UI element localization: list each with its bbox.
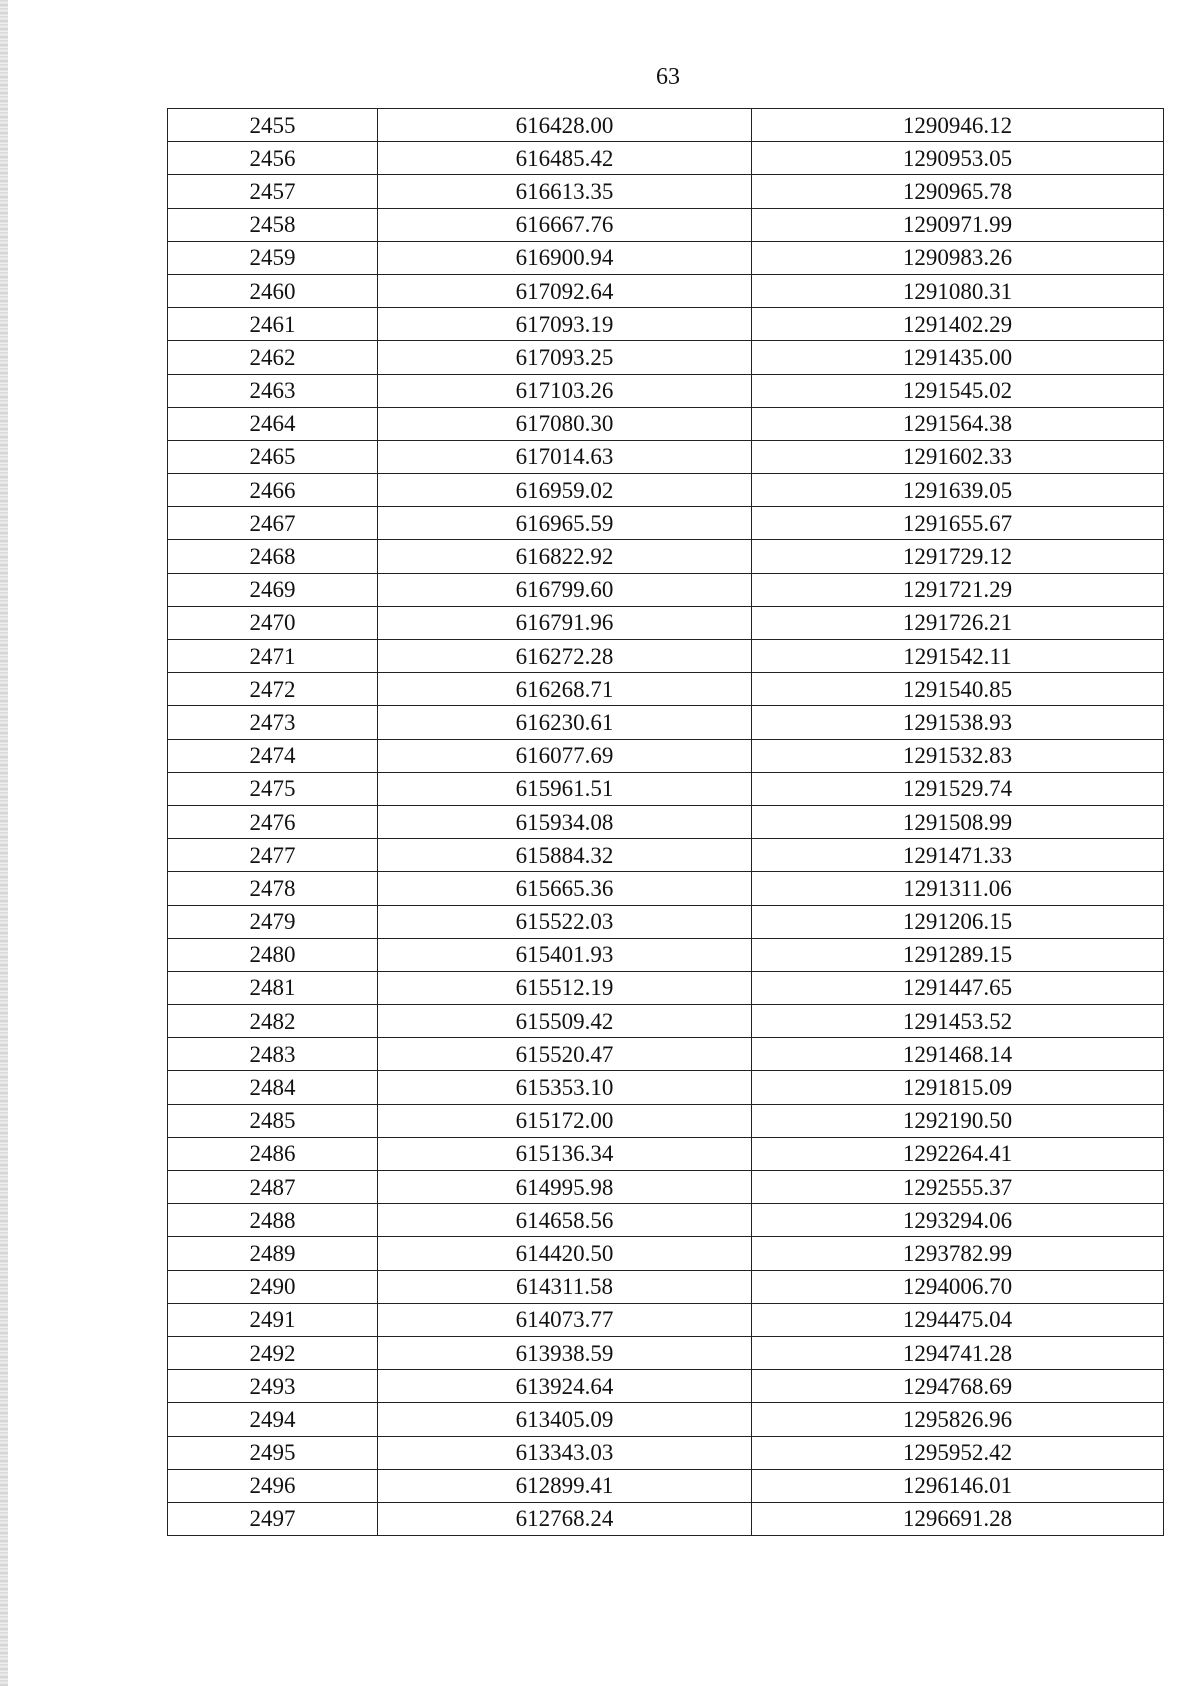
point-number-cell: 2482 [168, 1005, 378, 1038]
point-number-cell: 2487 [168, 1171, 378, 1204]
table-row [168, 905, 1164, 938]
table-row [168, 971, 1164, 1004]
x-coordinate-cell: 616959.02 [378, 474, 752, 507]
table-row [168, 142, 1164, 175]
y-coordinate-cell: 1291639.05 [752, 474, 1164, 507]
table-row [168, 805, 1164, 838]
point-number-cell: 2469 [168, 573, 378, 606]
table-row [168, 1204, 1164, 1237]
point-number-cell: 2493 [168, 1370, 378, 1403]
y-coordinate-cell: 1291729.12 [752, 540, 1164, 573]
table-row [168, 507, 1164, 540]
point-number-cell: 2489 [168, 1237, 378, 1270]
point-number-cell: 2476 [168, 805, 378, 838]
x-coordinate-cell: 617014.63 [378, 440, 752, 473]
coordinates-table-body [168, 109, 1164, 1536]
y-coordinate-cell: 1291311.06 [752, 872, 1164, 905]
point-number-cell: 2463 [168, 374, 378, 407]
table-row [168, 1171, 1164, 1204]
point-number-cell: 2484 [168, 1071, 378, 1104]
y-coordinate-cell: 1291815.09 [752, 1071, 1164, 1104]
y-coordinate-cell: 1291655.67 [752, 507, 1164, 540]
table-row [168, 374, 1164, 407]
x-coordinate-cell: 615401.93 [378, 938, 752, 971]
y-coordinate-cell: 1290965.78 [752, 175, 1164, 208]
y-coordinate-cell: 1292264.41 [752, 1137, 1164, 1170]
table-row [168, 1303, 1164, 1336]
point-number-cell: 2462 [168, 341, 378, 374]
x-coordinate-cell: 615512.19 [378, 971, 752, 1004]
page-number: 63 [656, 64, 680, 90]
y-coordinate-cell: 1293782.99 [752, 1237, 1164, 1270]
point-number-cell: 2483 [168, 1038, 378, 1071]
point-number-cell: 2464 [168, 407, 378, 440]
point-number-cell: 2455 [168, 109, 378, 142]
y-coordinate-cell: 1291289.15 [752, 938, 1164, 971]
y-coordinate-cell: 1291602.33 [752, 440, 1164, 473]
x-coordinate-cell: 616272.28 [378, 640, 752, 673]
table-row [168, 839, 1164, 872]
table-row [168, 241, 1164, 274]
x-coordinate-cell: 616667.76 [378, 208, 752, 241]
point-number-cell: 2457 [168, 175, 378, 208]
table-row [168, 1336, 1164, 1369]
x-coordinate-cell: 616268.71 [378, 673, 752, 706]
y-coordinate-cell: 1291545.02 [752, 374, 1164, 407]
table-row [168, 1137, 1164, 1170]
table-row [168, 1502, 1164, 1535]
y-coordinate-cell: 1291540.85 [752, 673, 1164, 706]
x-coordinate-cell: 615509.42 [378, 1005, 752, 1038]
table-row [168, 673, 1164, 706]
y-coordinate-cell: 1294475.04 [752, 1303, 1164, 1336]
point-number-cell: 2480 [168, 938, 378, 971]
table-row [168, 109, 1164, 142]
table-row [168, 540, 1164, 573]
y-coordinate-cell: 1291529.74 [752, 772, 1164, 805]
x-coordinate-cell: 614311.58 [378, 1270, 752, 1303]
point-number-cell: 2494 [168, 1403, 378, 1436]
table-row [168, 1104, 1164, 1137]
table-row [168, 1370, 1164, 1403]
point-number-cell: 2456 [168, 142, 378, 175]
table-row [168, 938, 1164, 971]
point-number-cell: 2481 [168, 971, 378, 1004]
point-number-cell: 2471 [168, 640, 378, 673]
y-coordinate-cell: 1295826.96 [752, 1403, 1164, 1436]
table-row [168, 706, 1164, 739]
y-coordinate-cell: 1294006.70 [752, 1270, 1164, 1303]
y-coordinate-cell: 1290971.99 [752, 208, 1164, 241]
x-coordinate-cell: 616965.59 [378, 507, 752, 540]
table-row [168, 739, 1164, 772]
point-number-cell: 2477 [168, 839, 378, 872]
x-coordinate-cell: 616799.60 [378, 573, 752, 606]
point-number-cell: 2490 [168, 1270, 378, 1303]
table-row [168, 872, 1164, 905]
point-number-cell: 2458 [168, 208, 378, 241]
table-row [168, 341, 1164, 374]
table-row [168, 274, 1164, 307]
point-number-cell: 2492 [168, 1336, 378, 1369]
point-number-cell: 2468 [168, 540, 378, 573]
x-coordinate-cell: 613938.59 [378, 1336, 752, 1369]
table-row [168, 175, 1164, 208]
x-coordinate-cell: 617103.26 [378, 374, 752, 407]
coordinates-table [167, 108, 1164, 1536]
point-number-cell: 2497 [168, 1502, 378, 1535]
point-number-cell: 2491 [168, 1303, 378, 1336]
y-coordinate-cell: 1291564.38 [752, 407, 1164, 440]
table-row [168, 1270, 1164, 1303]
y-coordinate-cell: 1291402.29 [752, 308, 1164, 341]
y-coordinate-cell: 1291080.31 [752, 274, 1164, 307]
x-coordinate-cell: 614995.98 [378, 1171, 752, 1204]
table-row [168, 772, 1164, 805]
x-coordinate-cell: 616230.61 [378, 706, 752, 739]
point-number-cell: 2460 [168, 274, 378, 307]
x-coordinate-cell: 617092.64 [378, 274, 752, 307]
x-coordinate-cell: 615520.47 [378, 1038, 752, 1071]
y-coordinate-cell: 1296691.28 [752, 1502, 1164, 1535]
y-coordinate-cell: 1291206.15 [752, 905, 1164, 938]
y-coordinate-cell: 1295952.42 [752, 1436, 1164, 1469]
x-coordinate-cell: 614073.77 [378, 1303, 752, 1336]
point-number-cell: 2474 [168, 739, 378, 772]
x-coordinate-cell: 615353.10 [378, 1071, 752, 1104]
x-coordinate-cell: 616791.96 [378, 606, 752, 639]
point-number-cell: 2495 [168, 1436, 378, 1469]
x-coordinate-cell: 615665.36 [378, 872, 752, 905]
x-coordinate-cell: 616077.69 [378, 739, 752, 772]
x-coordinate-cell: 614658.56 [378, 1204, 752, 1237]
scan-edge [0, 0, 8, 1686]
x-coordinate-cell: 617080.30 [378, 407, 752, 440]
table-row [168, 640, 1164, 673]
point-number-cell: 2465 [168, 440, 378, 473]
y-coordinate-cell: 1291435.00 [752, 341, 1164, 374]
x-coordinate-cell: 612899.41 [378, 1469, 752, 1502]
y-coordinate-cell: 1293294.06 [752, 1204, 1164, 1237]
point-number-cell: 2472 [168, 673, 378, 706]
y-coordinate-cell: 1291538.93 [752, 706, 1164, 739]
x-coordinate-cell: 616613.35 [378, 175, 752, 208]
point-number-cell: 2488 [168, 1204, 378, 1237]
table-row [168, 308, 1164, 341]
y-coordinate-cell: 1291721.29 [752, 573, 1164, 606]
y-coordinate-cell: 1291508.99 [752, 805, 1164, 838]
x-coordinate-cell: 613924.64 [378, 1370, 752, 1403]
y-coordinate-cell: 1291471.33 [752, 839, 1164, 872]
table-row [168, 208, 1164, 241]
point-number-cell: 2479 [168, 905, 378, 938]
point-number-cell: 2485 [168, 1104, 378, 1137]
x-coordinate-cell: 613343.03 [378, 1436, 752, 1469]
table-row [168, 1436, 1164, 1469]
y-coordinate-cell: 1291726.21 [752, 606, 1164, 639]
x-coordinate-cell: 615172.00 [378, 1104, 752, 1137]
table-row [168, 440, 1164, 473]
x-coordinate-cell: 615136.34 [378, 1137, 752, 1170]
x-coordinate-cell: 615961.51 [378, 772, 752, 805]
x-coordinate-cell: 615522.03 [378, 905, 752, 938]
x-coordinate-cell: 613405.09 [378, 1403, 752, 1436]
point-number-cell: 2467 [168, 507, 378, 540]
point-number-cell: 2466 [168, 474, 378, 507]
x-coordinate-cell: 617093.19 [378, 308, 752, 341]
point-number-cell: 2478 [168, 872, 378, 905]
point-number-cell: 2473 [168, 706, 378, 739]
table-row [168, 407, 1164, 440]
table-row [168, 1403, 1164, 1436]
y-coordinate-cell: 1291447.65 [752, 971, 1164, 1004]
point-number-cell: 2496 [168, 1469, 378, 1502]
y-coordinate-cell: 1291532.83 [752, 739, 1164, 772]
y-coordinate-cell: 1290953.05 [752, 142, 1164, 175]
x-coordinate-cell: 617093.25 [378, 341, 752, 374]
point-number-cell: 2459 [168, 241, 378, 274]
y-coordinate-cell: 1290983.26 [752, 241, 1164, 274]
y-coordinate-cell: 1291468.14 [752, 1038, 1164, 1071]
y-coordinate-cell: 1296146.01 [752, 1469, 1164, 1502]
x-coordinate-cell: 616900.94 [378, 241, 752, 274]
x-coordinate-cell: 615934.08 [378, 805, 752, 838]
x-coordinate-cell: 616428.00 [378, 109, 752, 142]
y-coordinate-cell: 1291542.11 [752, 640, 1164, 673]
table-row [168, 606, 1164, 639]
x-coordinate-cell: 612768.24 [378, 1502, 752, 1535]
x-coordinate-cell: 614420.50 [378, 1237, 752, 1270]
y-coordinate-cell: 1290946.12 [752, 109, 1164, 142]
y-coordinate-cell: 1294768.69 [752, 1370, 1164, 1403]
x-coordinate-cell: 615884.32 [378, 839, 752, 872]
y-coordinate-cell: 1292555.37 [752, 1171, 1164, 1204]
y-coordinate-cell: 1292190.50 [752, 1104, 1164, 1137]
point-number-cell: 2486 [168, 1137, 378, 1170]
x-coordinate-cell: 616822.92 [378, 540, 752, 573]
table-row [168, 573, 1164, 606]
y-coordinate-cell: 1291453.52 [752, 1005, 1164, 1038]
point-number-cell: 2461 [168, 308, 378, 341]
point-number-cell: 2475 [168, 772, 378, 805]
table-row [168, 1237, 1164, 1270]
point-number-cell: 2470 [168, 606, 378, 639]
table-row [168, 1038, 1164, 1071]
table-row [168, 1071, 1164, 1104]
table-row [168, 1469, 1164, 1502]
table-row [168, 474, 1164, 507]
table-row [168, 1005, 1164, 1038]
y-coordinate-cell: 1294741.28 [752, 1336, 1164, 1369]
x-coordinate-cell: 616485.42 [378, 142, 752, 175]
